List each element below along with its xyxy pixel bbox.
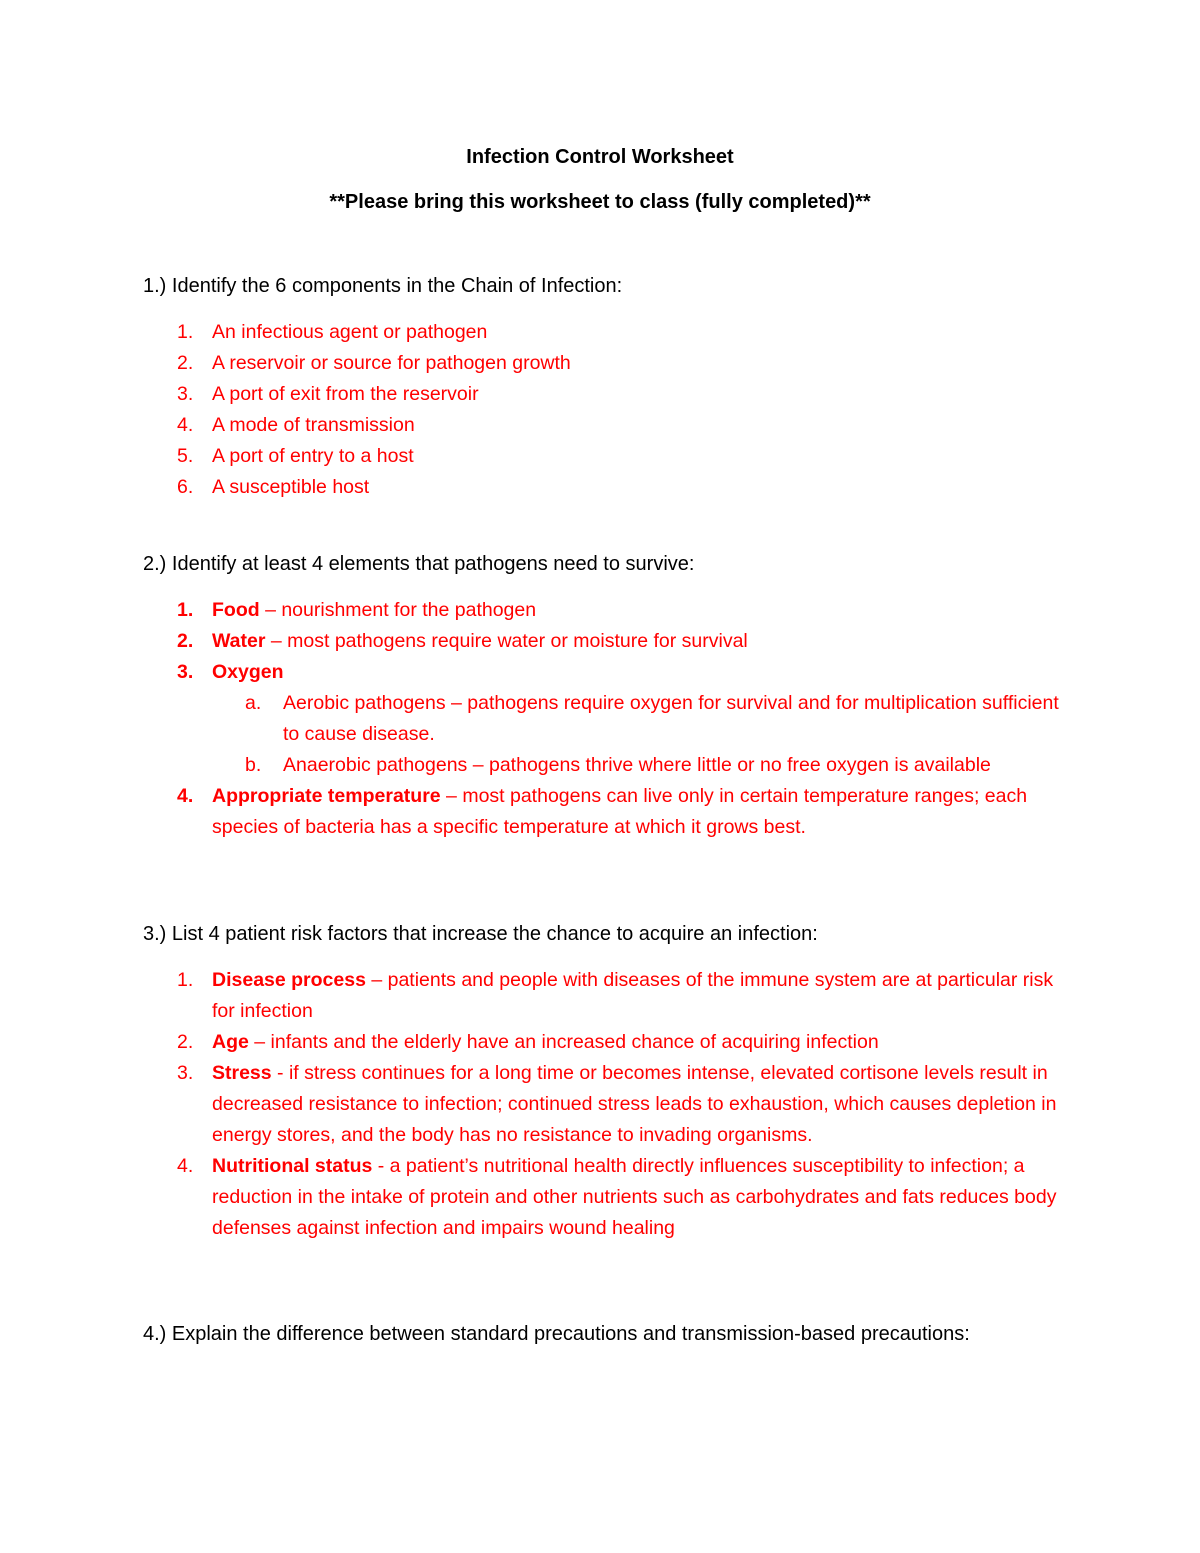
list-item: [143, 965, 1068, 1027]
item-text: - a patient’s nutritional health directly influences susceptibility to infection; a reduction in the intake of protein and other nutrients such as carbohydrates and fats reduces body defenses against infection and impairs wound healing: [212, 1155, 1057, 1239]
item-number: 2.: [177, 630, 194, 652]
list-item: [143, 1058, 1068, 1151]
sub-list: [212, 688, 1068, 781]
question-1-answers: [143, 317, 1068, 503]
item-term: Age: [212, 1031, 249, 1053]
list-item: [143, 410, 1068, 441]
item-text: – most pathogens require water or moisture for survival: [265, 630, 748, 652]
item-text: A reservoir or source for pathogen growth: [212, 352, 571, 374]
item-term: Oxygen: [212, 661, 284, 683]
item-number: 4.: [177, 414, 194, 436]
item-term: Disease process: [212, 969, 366, 991]
item-number: 4.: [177, 785, 194, 807]
item-text: – most pathogens can live only in certain temperature ranges; each species of bacteria has a specific temperature at which it grows best.: [212, 785, 1028, 838]
question-3-answers: [143, 965, 1068, 1244]
sub-item-letter: b.: [245, 754, 262, 776]
list-item: [143, 1027, 1068, 1058]
item-number: 5.: [177, 445, 194, 467]
list-item: [143, 1151, 1068, 1244]
list-item: [143, 441, 1068, 472]
item-text: A port of exit from the reservoir: [212, 383, 479, 405]
item-number: 1.: [177, 321, 194, 343]
item-text: – infants and the elderly have an increased chance of acquiring infection: [248, 1031, 879, 1053]
page-subtitle: **Please bring this worksheet to class (fully completed)**: [329, 191, 871, 213]
question-4-prompt: 4.) Explain the difference between standard precautions and transmission-based precautions:: [143, 1323, 970, 1345]
item-number: 1.: [177, 599, 194, 621]
item-text: An infectious agent or pathogen: [212, 321, 488, 343]
list-item: [143, 595, 1068, 626]
item-text: – nourishment for the pathogen: [259, 599, 537, 621]
page-title: Infection Control Worksheet: [466, 146, 734, 168]
question-1-prompt: 1.) Identify the 6 components in the Chain of Infection:: [143, 275, 623, 297]
item-number: 3.: [177, 383, 194, 405]
item-term: Food: [212, 599, 260, 621]
question-2-answers: [143, 595, 1068, 843]
list-item: [143, 472, 1068, 503]
item-term: Appropriate temperature: [212, 785, 441, 807]
item-number: 3.: [177, 661, 194, 683]
item-term: Water: [212, 630, 266, 652]
item-term: Nutritional status: [212, 1155, 373, 1177]
sub-list-item: [212, 688, 1068, 750]
sub-item-letter: a.: [245, 692, 262, 714]
sub-item-text: Anaerobic pathogens – pathogens thrive where little or no free oxygen is available: [283, 754, 991, 776]
list-item: [143, 317, 1068, 348]
list-item: [143, 781, 1068, 843]
list-item: [143, 348, 1068, 379]
question-3-prompt: 3.) List 4 patient risk factors that increase the chance to acquire an infection:: [143, 923, 818, 945]
list-item: [143, 657, 1068, 781]
list-item: [143, 379, 1068, 410]
item-number: 2.: [177, 1031, 194, 1053]
item-number: 6.: [177, 476, 194, 498]
item-text: – patients and people with diseases of the immune system are at particular risk for infection: [212, 969, 1054, 1022]
sub-item-text: Aerobic pathogens – pathogens require oxygen for survival and for multiplication sufficient to cause disease.: [283, 692, 1059, 745]
item-term: Stress: [212, 1062, 272, 1084]
item-text: A mode of transmission: [212, 414, 415, 436]
item-text: A port of entry to a host: [212, 445, 414, 467]
question-2-prompt: 2.) Identify at least 4 elements that pathogens need to survive:: [143, 553, 695, 575]
item-text: A susceptible host: [212, 476, 370, 498]
item-number: 2.: [177, 352, 194, 374]
item-number: 1.: [177, 969, 194, 991]
sub-list-item: [212, 750, 1068, 781]
item-number: 4.: [177, 1155, 194, 1177]
list-item: [143, 626, 1068, 657]
item-text: - if stress continues for a long time or becomes intense, elevated cortisone levels result in decreased resistance to infection; continued stress leads to exhaustion, which causes depletion in energy stores, and the body has no resistance to invading organisms.: [212, 1062, 1057, 1146]
item-number: 3.: [177, 1062, 194, 1084]
